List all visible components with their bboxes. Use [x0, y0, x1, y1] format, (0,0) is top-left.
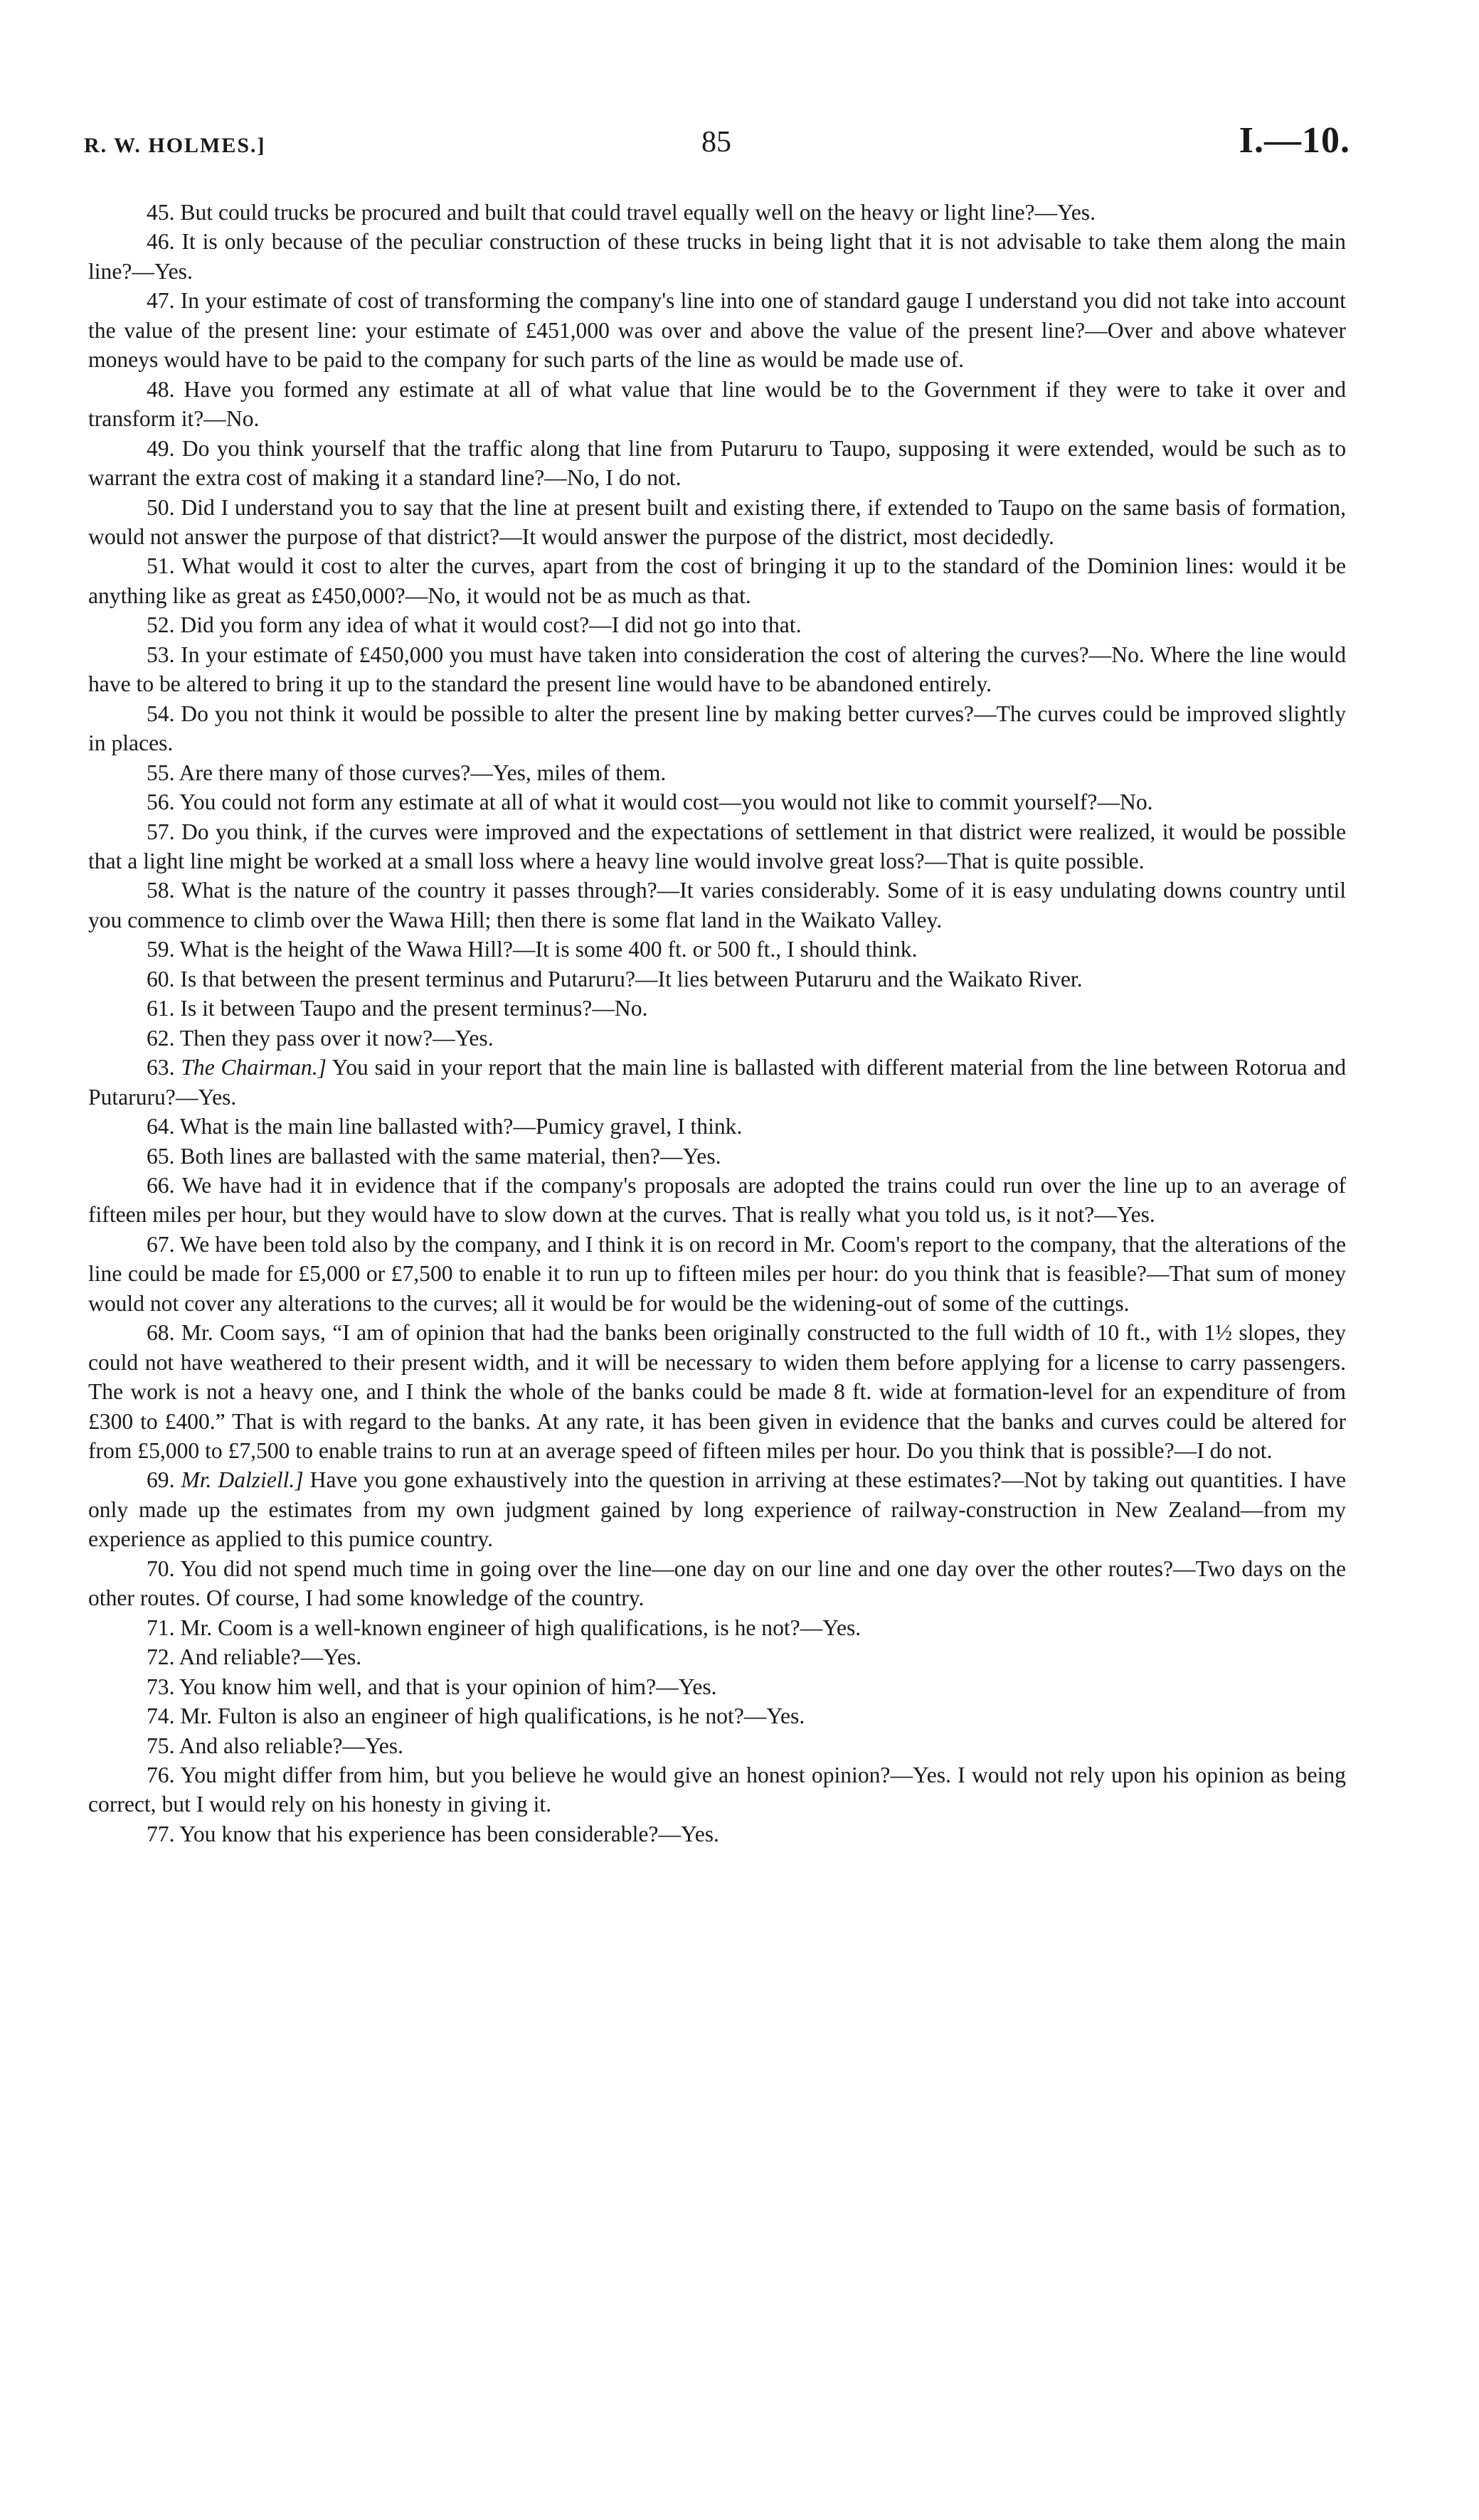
question-text: Are there many of those curves?—Yes, miles of them. — [179, 760, 667, 785]
question-paragraph — [88, 935, 1346, 964]
question-text: But could trucks be procured and built that could travel equally well on the heavy or light line?—Yes. — [180, 200, 1096, 225]
question-number: 71. — [147, 1615, 175, 1640]
question-paragraph — [88, 610, 1346, 639]
question-text: What is the nature of the country it passes through?—It varies considerably. Some of it is easy undulating downs country until you commence to climb over the Wawa Hill; then there is some flat land in the Waikato Valley. — [88, 878, 1346, 932]
speaker-label: The Chairman.] — [181, 1055, 327, 1080]
question-text: In your estimate of £450,000 you must have taken into consideration the cost of altering the curves?—No. Where the line would have to be altered to bring it up to the standard the present line would have to be abandoned entirely. — [88, 642, 1346, 697]
question-paragraph — [88, 286, 1346, 374]
question-number: 69. — [147, 1467, 175, 1493]
question-number: 49. — [147, 435, 175, 461]
question-paragraph — [88, 640, 1346, 699]
question-text: We have had it in evidence that if the company's proposals are adopted the trains could run over the line up to an average of fifteen miles per hour, but they would have to slow down at the curves. That is really what you told us, is it not?—Yes. — [88, 1172, 1346, 1228]
question-number: 53. — [147, 642, 175, 667]
question-number: 62. — [147, 1025, 175, 1051]
question-number: 67. — [147, 1231, 175, 1257]
question-number: 45. — [147, 200, 175, 225]
question-text: Did you form any idea of what it would cost?—I did not go into that. — [180, 612, 802, 638]
question-number: 66. — [147, 1172, 175, 1198]
question-number: 77. — [147, 1821, 175, 1846]
question-paragraph — [88, 1171, 1346, 1230]
question-text: You know him well, and that is your opinion of him?—Yes. — [179, 1674, 717, 1699]
question-text: Mr. Coom is a well-known engineer of high qualifications, is he not?—Yes. — [180, 1615, 862, 1640]
question-paragraph — [88, 1731, 1346, 1760]
question-text: You know that his experience has been considerable?—Yes. — [179, 1821, 719, 1846]
question-text: You said in your report that the main line is ballasted with different material from the line between Rotorua and Putaruru?—Yes. — [88, 1055, 1346, 1110]
question-paragraph — [88, 1142, 1346, 1171]
question-paragraph — [88, 1554, 1346, 1613]
question-paragraph — [88, 1701, 1346, 1730]
question-text: Is it between Taupo and the present terminus?—No. — [180, 996, 648, 1021]
question-number: 57. — [147, 819, 175, 844]
question-paragraph — [88, 758, 1346, 787]
question-paragraph — [88, 699, 1346, 758]
question-paragraph — [88, 227, 1346, 286]
question-text: Both lines are ballasted with the same material, then?—Yes. — [180, 1143, 721, 1169]
question-text: In your estimate of cost of transforming the company's line into one of standard gauge I understand you did not take into account the value of the present line: your estimate of £451,000 was over and above the value of the present line?—Over and above whatever moneys would have to be paid to the company for such parts of the line as would be made use of. — [88, 288, 1346, 373]
document-reference: I.—10. — [1239, 120, 1350, 161]
question-text: What would it cost to alter the curves, apart from the cost of bringing it up to the standard of the Dominion lines: would it be anything like as great as £450,000?—No, it would not be as much as that. — [88, 553, 1346, 608]
question-text: We have been told also by the company, and I think it is on record in Mr. Coom's report to the company, that the alterations of the line could be made for £5,000 or £7,500 to enable it to run up to fifteen miles per hour: do you think that is feasible?—That sum of money would not cover any alterations to the curves; all it would be for would be the widening-out of some of the cuttings. — [88, 1231, 1346, 1316]
question-paragraph — [88, 198, 1346, 227]
question-paragraph — [88, 493, 1346, 552]
question-paragraph — [88, 1672, 1346, 1701]
question-paragraph — [88, 964, 1346, 994]
page-header — [84, 119, 1350, 169]
question-paragraph — [88, 876, 1346, 935]
question-text: Then they pass over it now?—Yes. — [179, 1025, 494, 1051]
question-number: 52. — [147, 612, 175, 638]
question-paragraph — [88, 1465, 1346, 1553]
question-paragraph — [88, 1819, 1346, 1849]
question-paragraph — [88, 787, 1346, 817]
question-paragraph — [88, 434, 1346, 493]
question-number: 47. — [147, 288, 175, 314]
witness-name: R. W. HOLMES.] — [84, 134, 266, 157]
question-paragraph — [88, 1112, 1346, 1141]
question-paragraph — [88, 1230, 1346, 1318]
question-number: 72. — [147, 1644, 175, 1670]
question-paragraph — [88, 375, 1346, 434]
question-number: 74. — [147, 1703, 175, 1729]
question-text: Did I understand you to say that the line at present built and existing there, if extended to Taupo on the same basis of formation, would not answer the purpose of that district?—It would answer the purpose of the district, most decidedly. — [88, 494, 1346, 549]
question-number: 48. — [147, 376, 175, 402]
question-text: And reliable?—Yes. — [179, 1644, 362, 1670]
question-paragraph — [88, 1318, 1346, 1465]
question-number: 63. — [147, 1055, 175, 1080]
question-paragraph — [88, 1024, 1346, 1053]
speaker-label: Mr. Dalziell.] — [181, 1467, 304, 1493]
question-text: Is that between the present terminus and Putaruru?—It lies between Putaruru and the Waikato River. — [180, 966, 1083, 991]
question-paragraph — [88, 994, 1346, 1023]
question-number: 61. — [147, 996, 175, 1021]
question-number: 56. — [147, 790, 175, 815]
question-number: 75. — [147, 1733, 175, 1758]
question-number: 64. — [147, 1114, 175, 1139]
question-number: 46. — [147, 229, 175, 255]
question-number: 60. — [147, 966, 175, 991]
question-paragraph — [88, 1642, 1346, 1671]
question-number: 50. — [147, 494, 175, 520]
question-number: 59. — [147, 937, 175, 962]
question-number: 65. — [147, 1143, 175, 1169]
question-paragraph — [88, 1053, 1346, 1112]
page-number: 85 — [701, 126, 731, 159]
question-number: 73. — [147, 1674, 175, 1699]
question-number: 70. — [147, 1556, 175, 1581]
question-number: 58. — [147, 878, 175, 903]
question-number: 51. — [147, 553, 175, 579]
question-text: It is only because of the peculiar construction of these trucks in being light that it is not advisable to take them along the main line?—Yes. — [88, 229, 1346, 284]
question-text: Do you think, if the curves were improved and the expectations of settlement in that district were realized, it would be possible that a light line might be worked at a small loss where a heavy line would involve great loss?—That is quite possible. — [88, 819, 1346, 873]
question-text: Mr. Coom says, “I am of opinion that had the banks been originally constructed to the full width of 10 ft., with 1½ slopes, they could not have weathered to their present width, and it will be necessary to widen them before applying for a license to carry passengers. The work is not a heavy one, and I think the whole of the banks could be made 8 ft. wide at formation-level for an expenditure of from £300 to £400.” That is with regard to the banks. At any rate, it has been given in evidence that the banks and curves could be altered for from £5,000 to £7,500 to enable trains to run at an average speed of fifteen miles per hour. Do you think that is possible?—I do not. — [88, 1320, 1346, 1464]
question-paragraph — [88, 1760, 1346, 1819]
question-number: 54. — [147, 701, 175, 726]
question-number: 68. — [147, 1320, 175, 1346]
question-text: Mr. Fulton is also an engineer of high qualifications, is he not?—Yes. — [180, 1703, 805, 1729]
question-number: 76. — [147, 1763, 175, 1788]
question-text: What is the main line ballasted with?—Pumicy gravel, I think. — [179, 1114, 743, 1139]
question-text: Do you not think it would be possible to alter the present line by making better curves?—The curves could be improved slightly in places. — [88, 701, 1346, 756]
question-text: Do you think yourself that the traffic along that line from Putaruru to Taupo, supposing it were extended, would be such as to warrant the extra cost of making it a standard line?—No, I do not. — [88, 435, 1346, 491]
question-text: Have you formed any estimate at all of what value that line would be to the Government if they were to take it over and transform it?—No. — [88, 376, 1346, 432]
question-text: What is the height of the Wawa Hill?—It is some 400 ft. or 500 ft., I should think. — [179, 937, 918, 962]
question-paragraph — [88, 817, 1346, 876]
question-text: And also reliable?—Yes. — [179, 1733, 403, 1758]
testimony-text — [88, 198, 1346, 2346]
question-paragraph — [88, 1613, 1346, 1642]
question-paragraph — [88, 551, 1346, 610]
question-text: Have you gone exhaustively into the question in arriving at these estimates?—Not by taking out quantities. I have only made up the estimates from my own judgment gained by long experience of railway-construction in New Zealand—from my experience as applied to this pumice country. — [88, 1467, 1346, 1552]
question-text: You might differ from him, but you believe he would give an honest opinion?—Yes. I would not rely upon his opinion as being correct, but I would rely on his honesty in giving it. — [88, 1763, 1346, 1817]
question-text: You could not form any estimate at all of what it would cost—you would not like to commit yourself?—No. — [179, 790, 1153, 815]
question-number: 55. — [147, 760, 175, 785]
question-text: You did not spend much time in going over the line—one day on our line and one day over the other routes?—Two days on the other routes. Of course, I had some knowledge of the country. — [88, 1556, 1346, 1611]
